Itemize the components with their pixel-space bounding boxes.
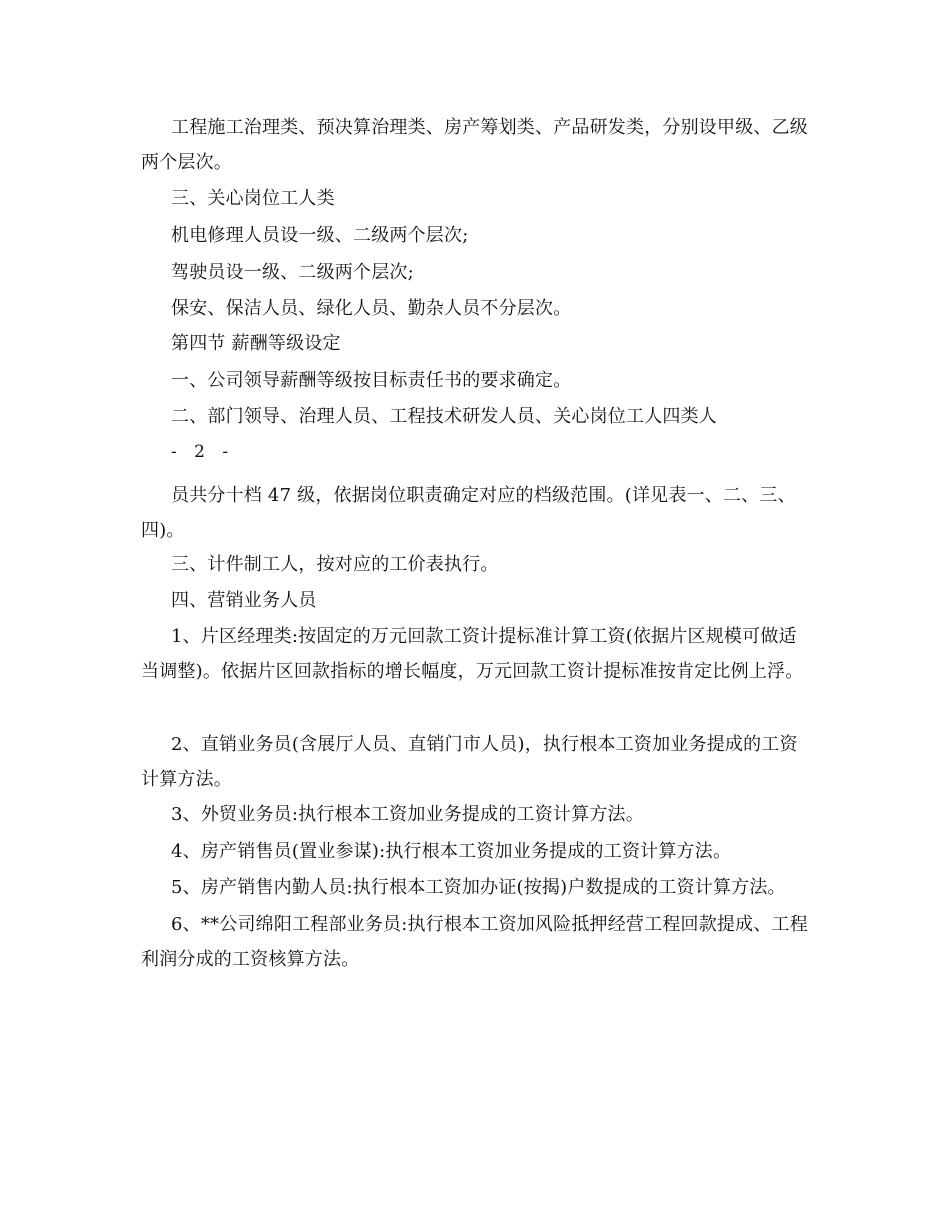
paragraph-company-leaders: 一、公司领导薪酬等级按目标责任书的要求确定。 [171, 370, 572, 391]
heading-auxiliary-workers: 三、关心岗位工人类 [171, 188, 335, 209]
paragraph-foreign-trade: 3、外贸业务员:执行根本工资加业务提成的工资计算方法。 [171, 804, 644, 825]
paragraph-electromechanical: 机电修理人员设一级、二级两个层次; [171, 225, 469, 246]
paragraph-ten-grades: 员共分十档 47 级，依据岗位职责确定对应的档级范围。(详见表一、二、三、四)。 [141, 485, 796, 541]
paragraph-direct-sales: 2、直销业务员(含展厅人员、直销门市人员)，执行根本工资加业务提成的工资计算方法。 [141, 734, 798, 790]
paragraph-drivers: 驾驶员设一级、二级两个层次; [171, 262, 414, 283]
heading-sales-staff: 四、营销业务人员 [171, 590, 317, 611]
paragraph-piecework: 三、计件制工人，按对应的工价表执行。 [171, 554, 499, 575]
paragraph-area-manager: 1、片区经理类:按固定的万元回款工资计提标准计算工资(依据片区规模可做适当调整)。依据片区回款指标的增长幅度，万元回款工资计提标准按肯定比例上浮。 [141, 626, 804, 682]
paragraph-property-office: 5、房产销售内勤人员:执行根本工资加办证(按揭)户数提成的工资计算方法。 [171, 877, 786, 898]
paragraph-mianyang-engineering: 6、**公司绵阳工程部业务员:执行根本工资加风险抵押经营工程回款提成、工程利润分成的工资核算方法。 [141, 914, 808, 970]
paragraph-management-categories: 工程施工治理类、预决算治理类、房产筹划类、产品研发类，分别设甲级、乙级两个层次。 [141, 117, 808, 173]
paragraph-four-categories: 二、部门领导、治理人员、工程技术研发人员、关心岗位工人四类人 [171, 406, 717, 427]
paragraph-security-cleaning: 保安、保洁人员、绿化人员、勤杂人员不分层次。 [171, 298, 572, 319]
section-heading-salary-grades: 第四节 薪酬等级设定 [171, 333, 341, 354]
page-number: - 2 - [171, 442, 235, 462]
paragraph-property-sales: 4、房产销售员(置业参谋):执行根本工资加业务提成的工资计算方法。 [171, 841, 732, 862]
